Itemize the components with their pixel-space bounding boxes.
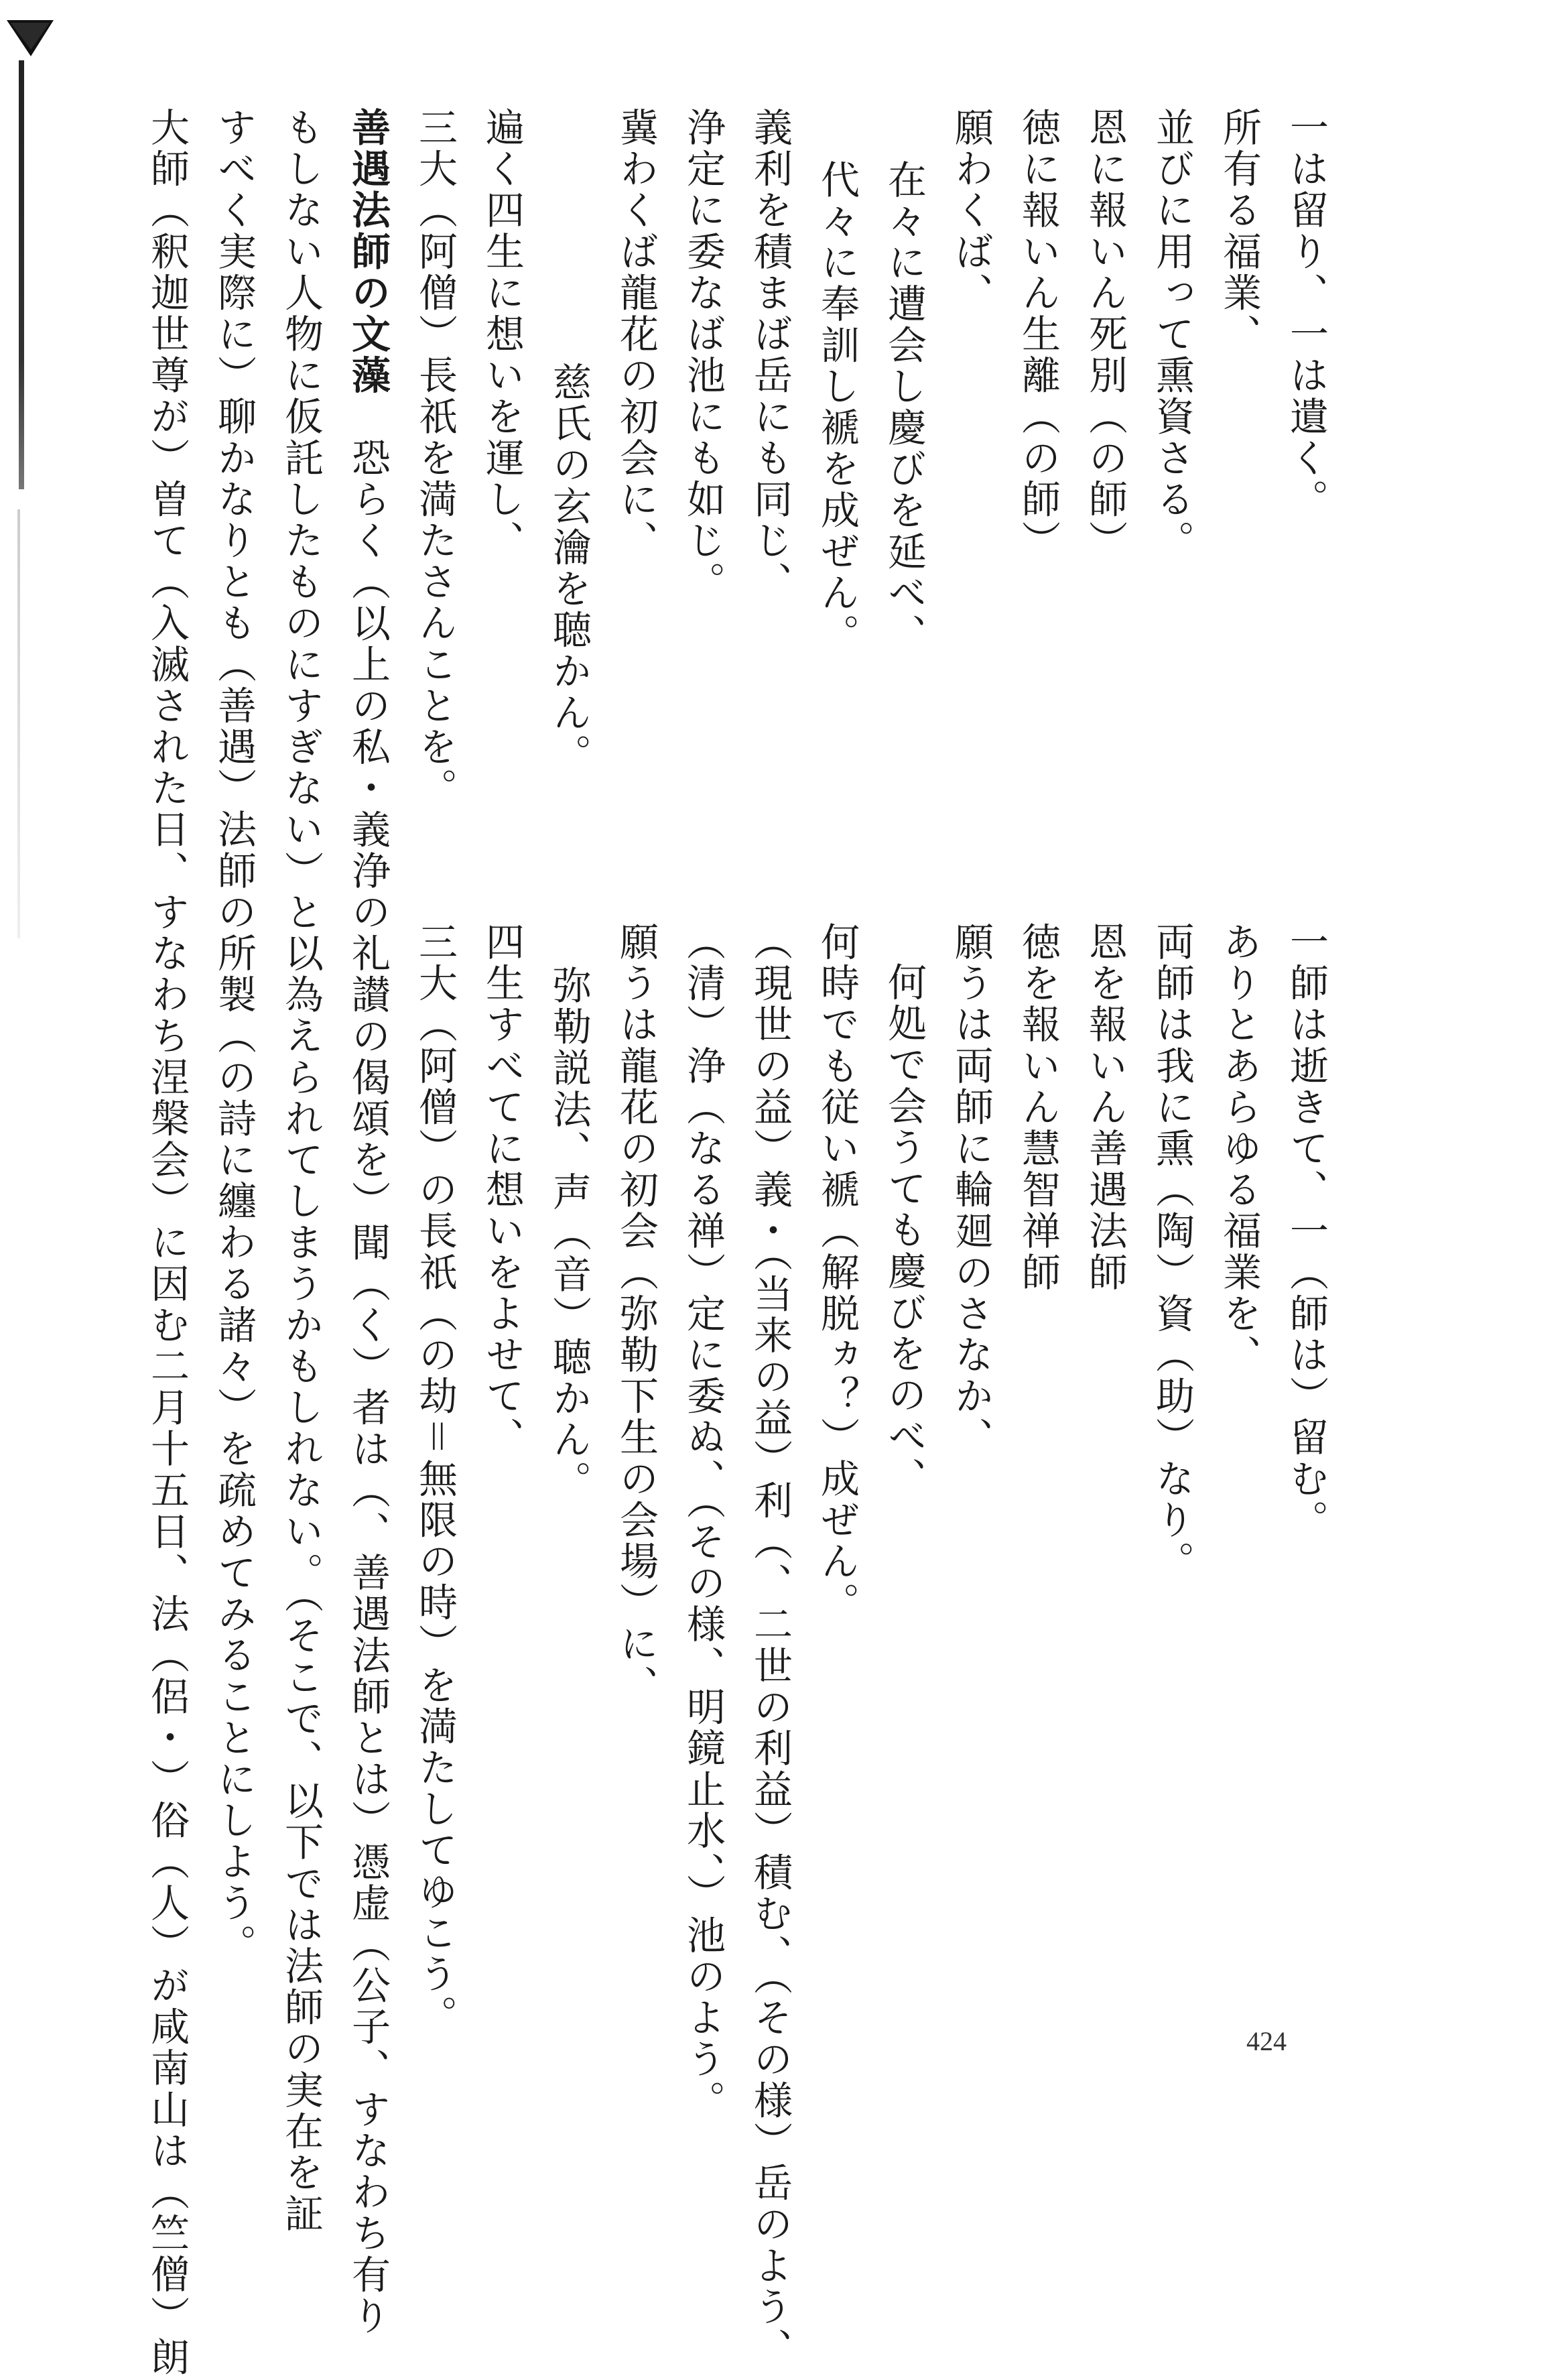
verse-line: 冀わくば龍花の初会に、 <box>613 107 659 562</box>
translation-line: 三大（阿僧）の長祇（の劫＝無限の時）を満たしてゆこう。 <box>412 922 458 2037</box>
verse-line: 恩に報いん死別（の師） <box>1082 107 1128 562</box>
translation-line: 一師は逝きて、一（師は）留む。 <box>1283 922 1329 1541</box>
verse-line: 願わくば、 <box>948 107 994 314</box>
translation-line: 何処で会うても慶びをのべ、 <box>881 962 927 1499</box>
binding-rule <box>19 60 24 489</box>
binding-rule-faint <box>17 509 20 938</box>
verse-line: 在々に遭会し慶びを延べ、 <box>881 160 927 655</box>
binding-mark-icon <box>7 15 54 62</box>
translation-line: 恩を報いん善遇法師 <box>1082 922 1128 1294</box>
section-heading: 善遇法師の文藻 <box>345 107 391 397</box>
section-line: 大師（釈迦世尊が）曽て（入滅された日、すなわち涅槃会）に因む二月十五日、法（侶・）俗（人）が咸南山は（竺僧）朗 <box>144 107 190 2378</box>
translation-line: 両師は我に熏（陶）資（助）なり。 <box>1149 922 1195 1582</box>
verse-line: 義利を積まば岳にも同じ、 <box>747 107 793 603</box>
verse-line: 遍く四生に想いを運し、 <box>479 107 525 562</box>
translation-line: 願うは龍花の初会（弥勒下生の会場）に、 <box>613 922 659 1706</box>
translation-line: （清）浄（なる禅）定に委ぬ、（その様、明鏡止水、）池のよう。 <box>680 922 726 2121</box>
scan-margin <box>0 0 60 2218</box>
verse-line: 一は留り、一は遺く。 <box>1283 107 1329 520</box>
section-line: もしない人物に仮託したものにすぎない）と以為えられてしまうかもしれない。（そこで、以下では法師の実在を証 <box>278 107 324 2235</box>
translation-line: 何時でも従い褫（解脱ヵ？）成ぜん。 <box>814 922 860 1624</box>
translation-line: 願うは両師に輪廻のさなか、 <box>948 922 994 1458</box>
section-line: すべく実際に）聊かなりとも（善遇）法師の所製（の詩に纏わる諸々）を疏めてみることにしよう。 <box>211 107 257 1965</box>
verse-line: 並びに用って熏資さる。 <box>1149 107 1195 562</box>
verse-line: 慈氏の玄瀹を聴かん。 <box>546 362 592 775</box>
translation-line: ありとあらゆる福業を、 <box>1216 922 1262 1376</box>
section-text: 恐らく（以上の私・義浄の礼讃の偈頌を）聞（く）者は（、善遇法師とは）憑虚（公子、すなわち有り <box>345 437 391 2337</box>
translation-line: 弥勒説法、声（音）聴かん。 <box>546 965 592 1502</box>
translation-line: 徳を報いん慧智禅師 <box>1015 922 1061 1294</box>
verse-line: 代々に奉訓し褫を成ぜん。 <box>814 160 860 655</box>
verse-line: 三大（阿僧）長祇を満たさんことを。 <box>412 107 458 810</box>
verse-line: 徳に報いん生離（の師） <box>1015 107 1061 562</box>
translation-line: 四生すべてに想いをよせて、 <box>479 922 525 1458</box>
verse-line: 所有る福業、 <box>1216 107 1262 355</box>
verse-line: 浄定に委なば池にも如じ。 <box>680 107 726 603</box>
translation-line: （現世の益）義・（当来の益）利（、二世の利益）積む、（その様）岳のよう、 <box>747 922 793 2369</box>
page-number: 424 <box>1246 2026 1287 2056</box>
section-first-line <box>345 107 391 2337</box>
